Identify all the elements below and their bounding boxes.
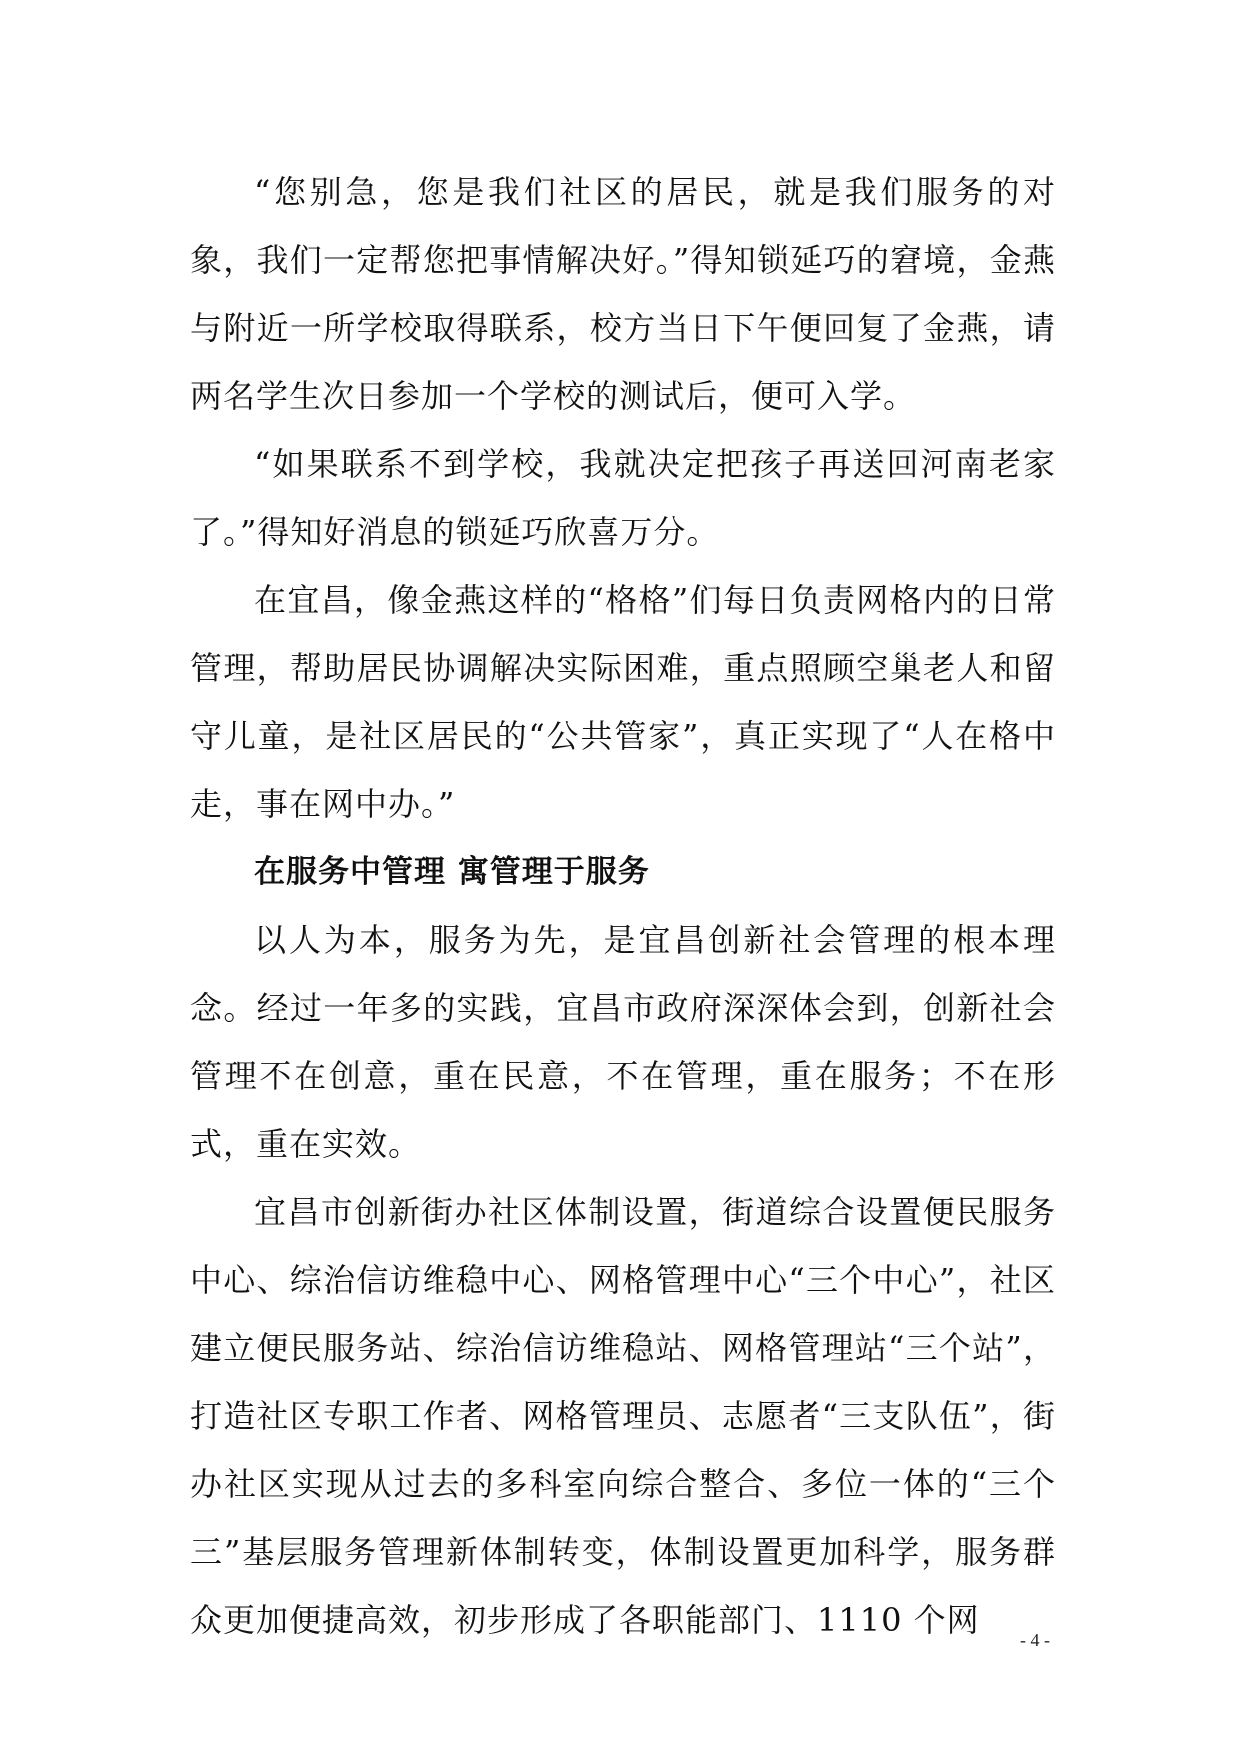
- section-heading: 在服务中管理 寓管理于服务: [254, 854, 650, 890]
- paragraph-1: “您别急，您是我们社区的居民，就是我们服务的对象，我们一定帮您把事情解决好。”得知锁延巧的窘境，金燕与附近一所学校取得联系，校方当日下午便回复了金燕，请两名学生次日参加一个学校的测试后，便可入学。: [190, 173, 1056, 415]
- document-body: [190, 158, 1056, 1654]
- paragraph-5: 宜昌市创新街办社区体制设置，街道综合设置便民服务中心、综治信访维稳中心、网格管理中心“三个中心”，社区建立便民服务站、综治信访维稳站、网格管理站“三个站”，打造社区专职工作者、网格管理员、志愿者“三支队伍”，街办社区实现从过去的多科室向综合整合、多位一体的“三个三”基层服务管理新体制转变，体制设置更加科学，服务群众更加便捷高效，初步形成了各职能部门、1110 个网: [190, 1193, 1056, 1639]
- paragraph-2: “如果联系不到学校，我就决定把孩子再送回河南老家了。”得知好消息的锁延巧欣喜万分。: [190, 445, 1056, 551]
- paragraph-4: 以人为本，服务为先，是宜昌创新社会管理的根本理念。经过一年多的实践，宜昌市政府深深体会到，创新社会管理不在创意，重在民意，不在管理，重在服务；不在形式，重在实效。: [190, 921, 1056, 1163]
- page-number: - 4 -: [1020, 1630, 1050, 1650]
- paragraph-3: 在宜昌，像金燕这样的“格格”们每日负责网格内的日常管理，帮助居民协调解决实际困难，重点照顾空巢老人和留守儿童，是社区居民的“公共管家”，真正实现了“人在格中走，事在网中办。”: [190, 581, 1056, 823]
